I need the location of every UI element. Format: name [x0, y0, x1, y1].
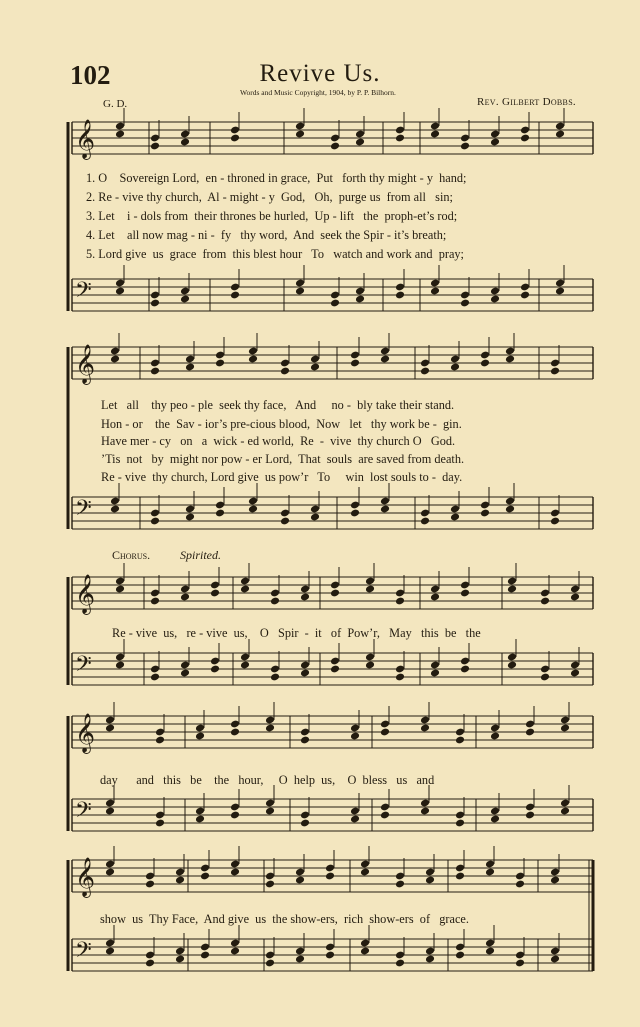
system-3-bass-note: [540, 673, 550, 682]
chorus-line-3: show us Thy Face, And give us the show-ers, rich show-ers of grace.: [100, 912, 469, 926]
system-4-bass-note: [490, 815, 500, 824]
system-3-bass-note: [395, 673, 405, 682]
system-5-bass-note: [455, 951, 465, 960]
system-1-bass-note: [430, 287, 440, 296]
system-2-bass-note: [420, 517, 430, 526]
system-4-bass-note: [265, 807, 275, 816]
system-4-bass-note: [230, 811, 240, 820]
system-3-treble-note: [300, 593, 310, 602]
verse-5-line-b: Re - vive thy church, Lord give us pow’r To win lost souls to - day.: [101, 470, 463, 484]
system-1-bass-note: [295, 287, 305, 296]
system-1-bass-note: [520, 291, 530, 300]
system-4-bass-note: [105, 807, 115, 816]
system-3-bass-clef: 𝄢: [75, 652, 92, 682]
system-2-treble-note: [380, 355, 390, 364]
chorus-line-1: Re - vive us, re - vive us, O Spir - it of Pow’r, May this be the: [112, 626, 481, 640]
system-4-treble-clef: 𝄞: [75, 713, 96, 753]
system-3-bass-note: [300, 669, 310, 678]
system-1-bass-note: [330, 299, 340, 308]
system-2-bass-note: [150, 517, 160, 526]
system-5-treble-note: [295, 876, 305, 885]
system-2-treble-note: [420, 367, 430, 376]
system-5-treble-note: [200, 872, 210, 881]
system-1-treble-note: [330, 142, 340, 151]
system-5-treble-note: [230, 868, 240, 877]
system-4-treble-note: [380, 728, 390, 737]
system-2-bass-note: [350, 509, 360, 518]
system-2-treble-note: [550, 367, 560, 376]
system-3-bass-note: [180, 669, 190, 678]
system-2-bass-note: [185, 513, 195, 522]
system-2-bass-note: [550, 517, 560, 526]
system-3-treble-note: [365, 585, 375, 594]
system-3-bass-note: [210, 665, 220, 674]
verse-5-line-a: 5. Lord give us grace from this blest hour To watch and work and pray;: [86, 247, 464, 261]
system-5-bass-note: [425, 955, 435, 964]
verse-2-line-b: Hon - or the Sav - ior’s pre-cious blood, Now let thy work be - gin.: [101, 417, 462, 431]
chorus-line-2: day and this be the hour, O help us, O bless us and: [100, 773, 435, 787]
system-1-treble-note: [295, 130, 305, 139]
system-3-treble-clef: 𝄞: [75, 574, 96, 614]
system-2-treble-note: [215, 359, 225, 368]
copyright-notice: Words and Music Copyright, 1904, by P. P. Bilhorn.: [240, 88, 396, 97]
system-5-treble-note: [395, 880, 405, 889]
verse-4-line-a: 4. Let all now mag - ni - fy thy word, And seek the Spir - it’s breath;: [86, 228, 447, 242]
system-4-treble-note: [490, 732, 500, 741]
system-3-treble-note: [540, 597, 550, 606]
system-4-bass-note: [560, 807, 570, 816]
system-1-treble-note: [115, 130, 125, 139]
system-1-bass-note: [150, 299, 160, 308]
system-3-treble-note: [240, 585, 250, 594]
verse-1-line-a: 1. O Sovereign Lord, en - throned in grace, Put forth thy might - y hand;: [86, 171, 467, 185]
system-3-treble-note: [507, 585, 517, 594]
system-1-treble-note: [460, 142, 470, 151]
system-2-bass-clef: 𝄢: [75, 496, 92, 526]
system-3-bass-note: [240, 661, 250, 670]
system-1-bass-note: [395, 291, 405, 300]
system-1-treble-clef: 𝄞: [75, 119, 96, 159]
system-2-treble-note: [350, 359, 360, 368]
system-2-bass-note: [310, 513, 320, 522]
system-3-treble-note: [330, 589, 340, 598]
system-3-bass-note: [150, 673, 160, 682]
system-4-treble-note: [420, 724, 430, 733]
system-5-treble-note: [485, 868, 495, 877]
system-3-treble-note: [570, 593, 580, 602]
system-5-bass-clef: 𝄢: [75, 938, 92, 968]
system-1-bass-note: [460, 299, 470, 308]
system-3-treble-note: [210, 589, 220, 598]
system-2-treble-note: [480, 359, 490, 368]
system-5-bass-note: [485, 947, 495, 956]
system-4-bass-note: [155, 819, 165, 828]
system-3-bass-note: [115, 661, 125, 670]
system-1-bass-note: [180, 295, 190, 304]
system-4-treble-note: [300, 736, 310, 745]
system-1-treble-note: [490, 138, 500, 147]
verse-3-line-a: 3. Let i - dols from their thrones be hurled, Up - lift the proph-et’s rod;: [86, 209, 458, 223]
meter-label: G. D.: [103, 98, 128, 110]
system-4-treble-note: [155, 736, 165, 745]
system-4-treble-note: [350, 732, 360, 741]
system-1-bass-note: [555, 287, 565, 296]
chorus-label: Chorus.: [112, 548, 151, 562]
system-1-bass-note: [355, 295, 365, 304]
system-5-bass-note: [395, 959, 405, 968]
tempo-marking: Spirited.: [180, 548, 221, 562]
system-4-bass-note: [525, 811, 535, 820]
system-3-treble-note: [430, 593, 440, 602]
system-3-treble-note: [460, 589, 470, 598]
verse-2-line-a: 2. Re - vive thy church, Al - might - y God, Oh, purge us from all sin;: [86, 190, 453, 204]
system-5-bass-note: [145, 959, 155, 968]
system-3-bass-note: [570, 669, 580, 678]
verse-4-line-b: ’Tis not by might nor pow - er Lord, That souls are saved from death.: [101, 452, 465, 466]
system-3-treble-note: [270, 597, 280, 606]
system-1-treble-note: [555, 130, 565, 139]
system-2-treble-note: [248, 355, 258, 364]
system-4-bass-note: [420, 807, 430, 816]
system-1-bass-clef: 𝄢: [75, 278, 92, 308]
system-1-treble-note: [355, 138, 365, 147]
system-3-bass-note: [460, 665, 470, 674]
system-4-treble-note: [230, 728, 240, 737]
system-1-bass-note: [230, 291, 240, 300]
system-4-bass-note: [380, 811, 390, 820]
system-5-treble-note: [455, 872, 465, 881]
system-3-bass-note: [330, 665, 340, 674]
system-2-bass-note: [505, 505, 515, 514]
system-2-treble-clef: 𝄞: [75, 344, 96, 384]
system-2-treble-note: [450, 363, 460, 372]
system-5-treble-clef: 𝄞: [75, 857, 96, 897]
system-5-bass-note: [515, 959, 525, 968]
system-2-bass-note: [248, 505, 258, 514]
system-5-bass-note: [550, 955, 560, 964]
system-2-bass-note: [215, 509, 225, 518]
hymn-title: Revive Us.: [259, 60, 381, 87]
music-staves: [68, 108, 593, 971]
system-4-treble-note: [560, 724, 570, 733]
system-1-treble-note: [230, 134, 240, 143]
system-5-bass-note: [360, 947, 370, 956]
system-4-bass-note: [455, 819, 465, 828]
system-2-bass-note: [450, 513, 460, 522]
system-2-treble-note: [310, 363, 320, 372]
system-5-bass-note: [295, 955, 305, 964]
system-2-bass-note: [110, 505, 120, 514]
system-4-treble-note: [455, 736, 465, 745]
system-1-bass-note: [490, 295, 500, 304]
system-2-treble-note: [185, 363, 195, 372]
system-2-treble-note: [110, 355, 120, 364]
system-5-bass-note: [175, 955, 185, 964]
author-credit: Rev. Gilbert Dobbs.: [476, 96, 576, 108]
verse-3-line-b: Have mer - cy on a wick - ed world, Re - vive thy church O God.: [101, 434, 456, 448]
system-5-bass-note: [200, 951, 210, 960]
system-3-treble-note: [180, 593, 190, 602]
system-5-bass-note: [265, 959, 275, 968]
system-5-bass-note: [325, 951, 335, 960]
system-2-treble-note: [150, 367, 160, 376]
system-2-treble-note: [280, 367, 290, 376]
system-2-bass-note: [280, 517, 290, 526]
system-5-treble-note: [265, 880, 275, 889]
system-4-treble-note: [105, 724, 115, 733]
system-3-bass-note: [270, 673, 280, 682]
system-5-bass-note: [105, 947, 115, 956]
hymn-number: 102: [70, 60, 111, 90]
system-1-treble-note: [150, 142, 160, 151]
system-5-treble-note: [515, 880, 525, 889]
system-2-bass-note: [380, 505, 390, 514]
system-2-bass-note: [480, 509, 490, 518]
system-2-treble-note: [505, 355, 515, 364]
system-4-treble-note: [525, 728, 535, 737]
system-1-treble-note: [395, 134, 405, 143]
verse-1-line-b: Let all thy peo - ple seek thy face, And no - bly take their stand.: [101, 398, 455, 412]
system-4-bass-note: [350, 815, 360, 824]
system-5-treble-note: [325, 872, 335, 881]
system-4-bass-note: [195, 815, 205, 824]
system-1-treble-note: [180, 138, 190, 147]
system-3-treble-note: [150, 597, 160, 606]
system-4-bass-note: [300, 819, 310, 828]
system-5-treble-note: [425, 876, 435, 885]
system-3-bass-note: [430, 669, 440, 678]
system-3-treble-note: [115, 585, 125, 594]
system-5-treble-note: [175, 876, 185, 885]
system-5-bass-note: [230, 947, 240, 956]
system-5-treble-note: [105, 868, 115, 877]
system-4-bass-clef: 𝄢: [75, 798, 92, 828]
system-5-treble-note: [360, 868, 370, 877]
system-1-bass-note: [115, 287, 125, 296]
system-1-treble-note: [430, 130, 440, 139]
system-3-bass-note: [365, 661, 375, 670]
system-3-bass-note: [507, 661, 517, 670]
system-5-treble-note: [550, 876, 560, 885]
system-5-treble-note: [145, 880, 155, 889]
system-1-treble-note: [520, 134, 530, 143]
system-3-treble-note: [395, 597, 405, 606]
system-4-treble-note: [265, 724, 275, 733]
system-4-treble-note: [195, 732, 205, 741]
